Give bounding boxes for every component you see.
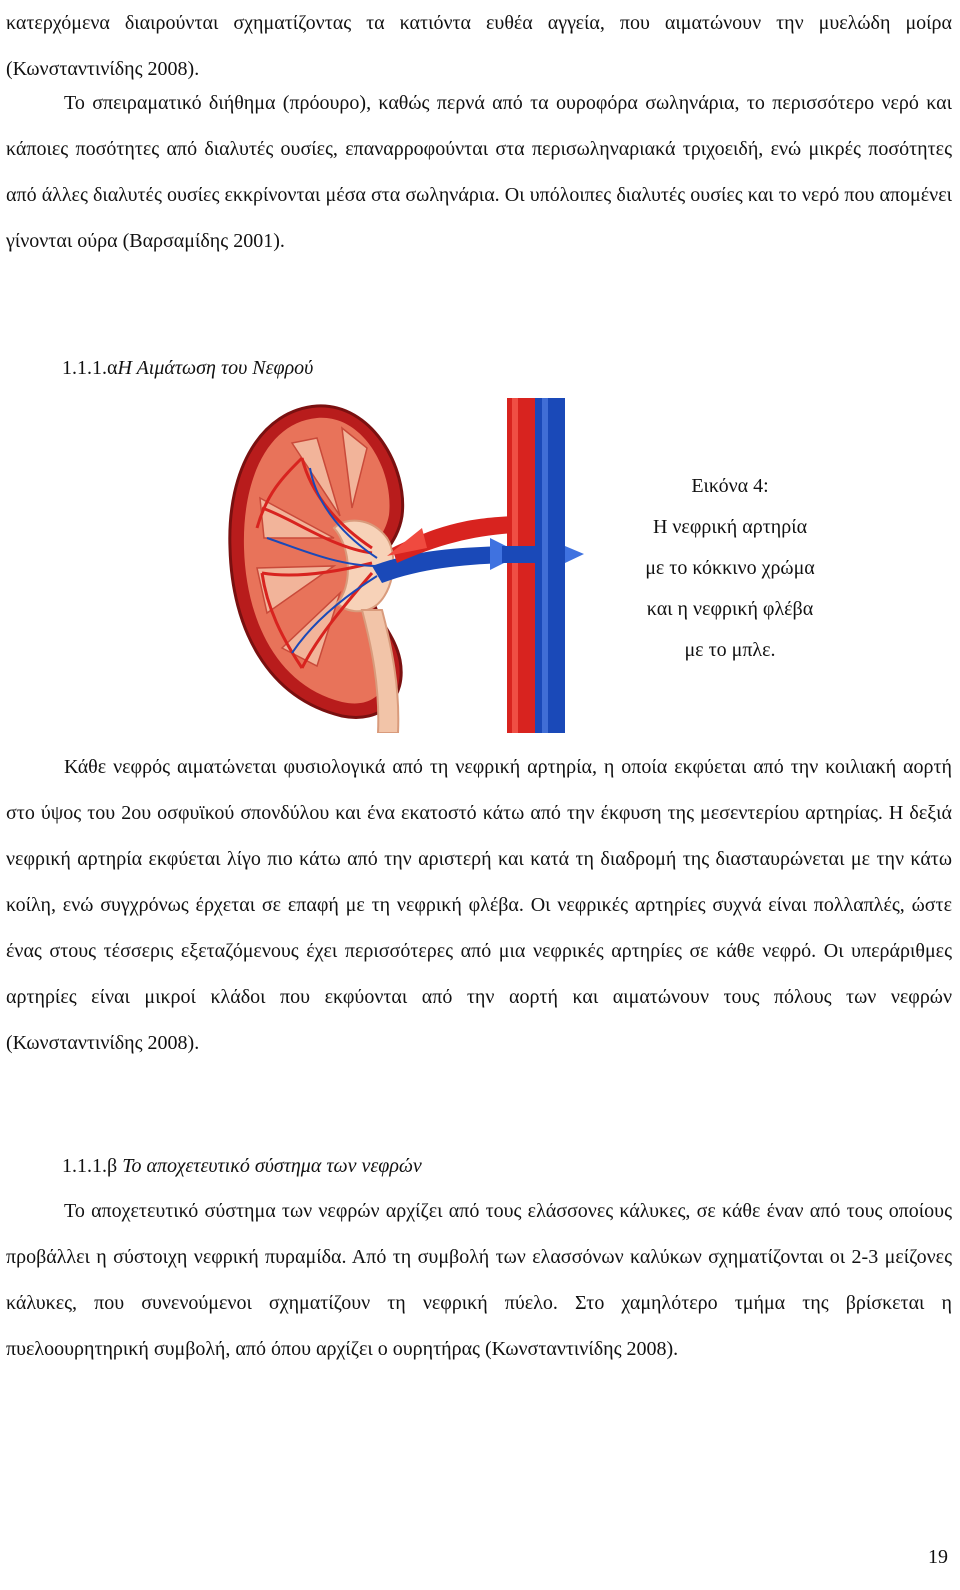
- kidney-illustration: [222, 398, 592, 733]
- section-title: Η Αιμάτωση του Νεφρού: [117, 357, 314, 379]
- page-number: 19: [928, 1546, 948, 1568]
- renal-vein-junction: [502, 546, 542, 563]
- section-heading-collecting-system: [62, 1152, 422, 1180]
- figure-caption: [600, 466, 860, 671]
- vena-cava-highlight: [542, 398, 548, 733]
- paragraph-collecting-system: Το αποχετευτικό σύστημα των νεφρών αρχίζει από τους ελάσσονες κάλυκες, σε κάθε έναν από τους οποίους προβάλλει η σύστοιχη νεφρική πυραμίδα. Από τη συμβολή των ελασσόνων καλύκων σχηματίζονται οι 2-3 μείζονες κάλυκες, που συνενούμενοι σχηματίζουν τη νεφρική πύελο. Στο χαμηλότερο τμήμα της βρίσκεται η πυελοουρητηρική συμβολή, από όπου αρχίζει ο ουρητήρας (Κωνσταντινίδης 2008).: [6, 1200, 952, 1360]
- cava-outflow-arrow-icon: [565, 546, 584, 563]
- kidney-blood-vessels-diagram: [222, 398, 592, 733]
- caption-line: και η νεφρική φλέβα: [646, 598, 814, 620]
- paragraph-renal-artery: Κάθε νεφρός αιματώνεται φυσιολογικά από τη νεφρική αρτηρία, η οποία εκφύεται από την κοιλιακή αορτή στο ύψος του 2ου οσφυϊκού σπονδύλου και ένα εκατοστό κάτω από την έκφυση της μεσεντερίου αρτηρίας. Η δεξιά νεφρική αρτηρία εκφύεται λίγο πιο κάτω από την αριστερή και κατά τη διαδρομή της διασταυρώνεται με την κάτω κοίλη, ενώ συγχρόνως έρχεται σε επαφή με τη νεφρική φλέβα. Οι νεφρικές αρτηρίες συχνά είναι πολλαπλές, ώστε ένας στους τέσσερις εξεταζόμενους έχει περισσότερες από μια νεφρικές αρτηρίες σε κάθε νεφρό. Οι υπεράριθμες αρτηρίες είναι μικροί κλάδοι που εκφύονται από την αορτή και αιματώνουν τους πόλους των νεφρών (Κωνσταντινίδης 2008).: [6, 756, 952, 1054]
- paragraph-glomerular-filtrate: Το σπειραματικό διήθημα (πρόουρο), καθώς περνά από τα ουροφόρα σωληνάρια, το περισσότερο νερό και κάποιες ποσότητες από διαλυτές ουσίες, επαναρροφούνται στα περισωληναριακά τριχοειδή, ενώ μικρές ποσότητες από άλλες διαλυτές ουσίες εκκρίνονται μέσα στα σωληνάρια. Οι υπόλοιπες διαλυτές ουσίες και το νερό που απομένει γίνονται ούρα (Βαρσαμίδης 2001).: [6, 92, 952, 252]
- caption-line: με το μπλε.: [684, 639, 776, 661]
- section-heading-blood-supply: [62, 354, 313, 382]
- section-number: 1.1.1.α: [62, 357, 118, 379]
- paragraph-continuation: κατερχόμενα διαιρούνται σχηματίζοντας τα κατιόντα ευθέα αγγεία, που αιματώνουν την μυελώδη μοίρα (Κωνσταντινίδης 2008).: [6, 12, 952, 80]
- section-title: Το αποχετευτικό σύστημα των νεφρών: [122, 1155, 422, 1177]
- section-number: 1.1.1.β: [62, 1155, 118, 1177]
- aorta: [507, 398, 535, 733]
- caption-line: με το κόκκινο χρώμα: [645, 557, 815, 579]
- vena-cava: [535, 398, 565, 733]
- caption-line: Η νεφρική αρτηρία: [652, 516, 808, 538]
- aorta-highlight: [512, 398, 518, 733]
- caption-line: Εικόνα 4:: [691, 475, 769, 497]
